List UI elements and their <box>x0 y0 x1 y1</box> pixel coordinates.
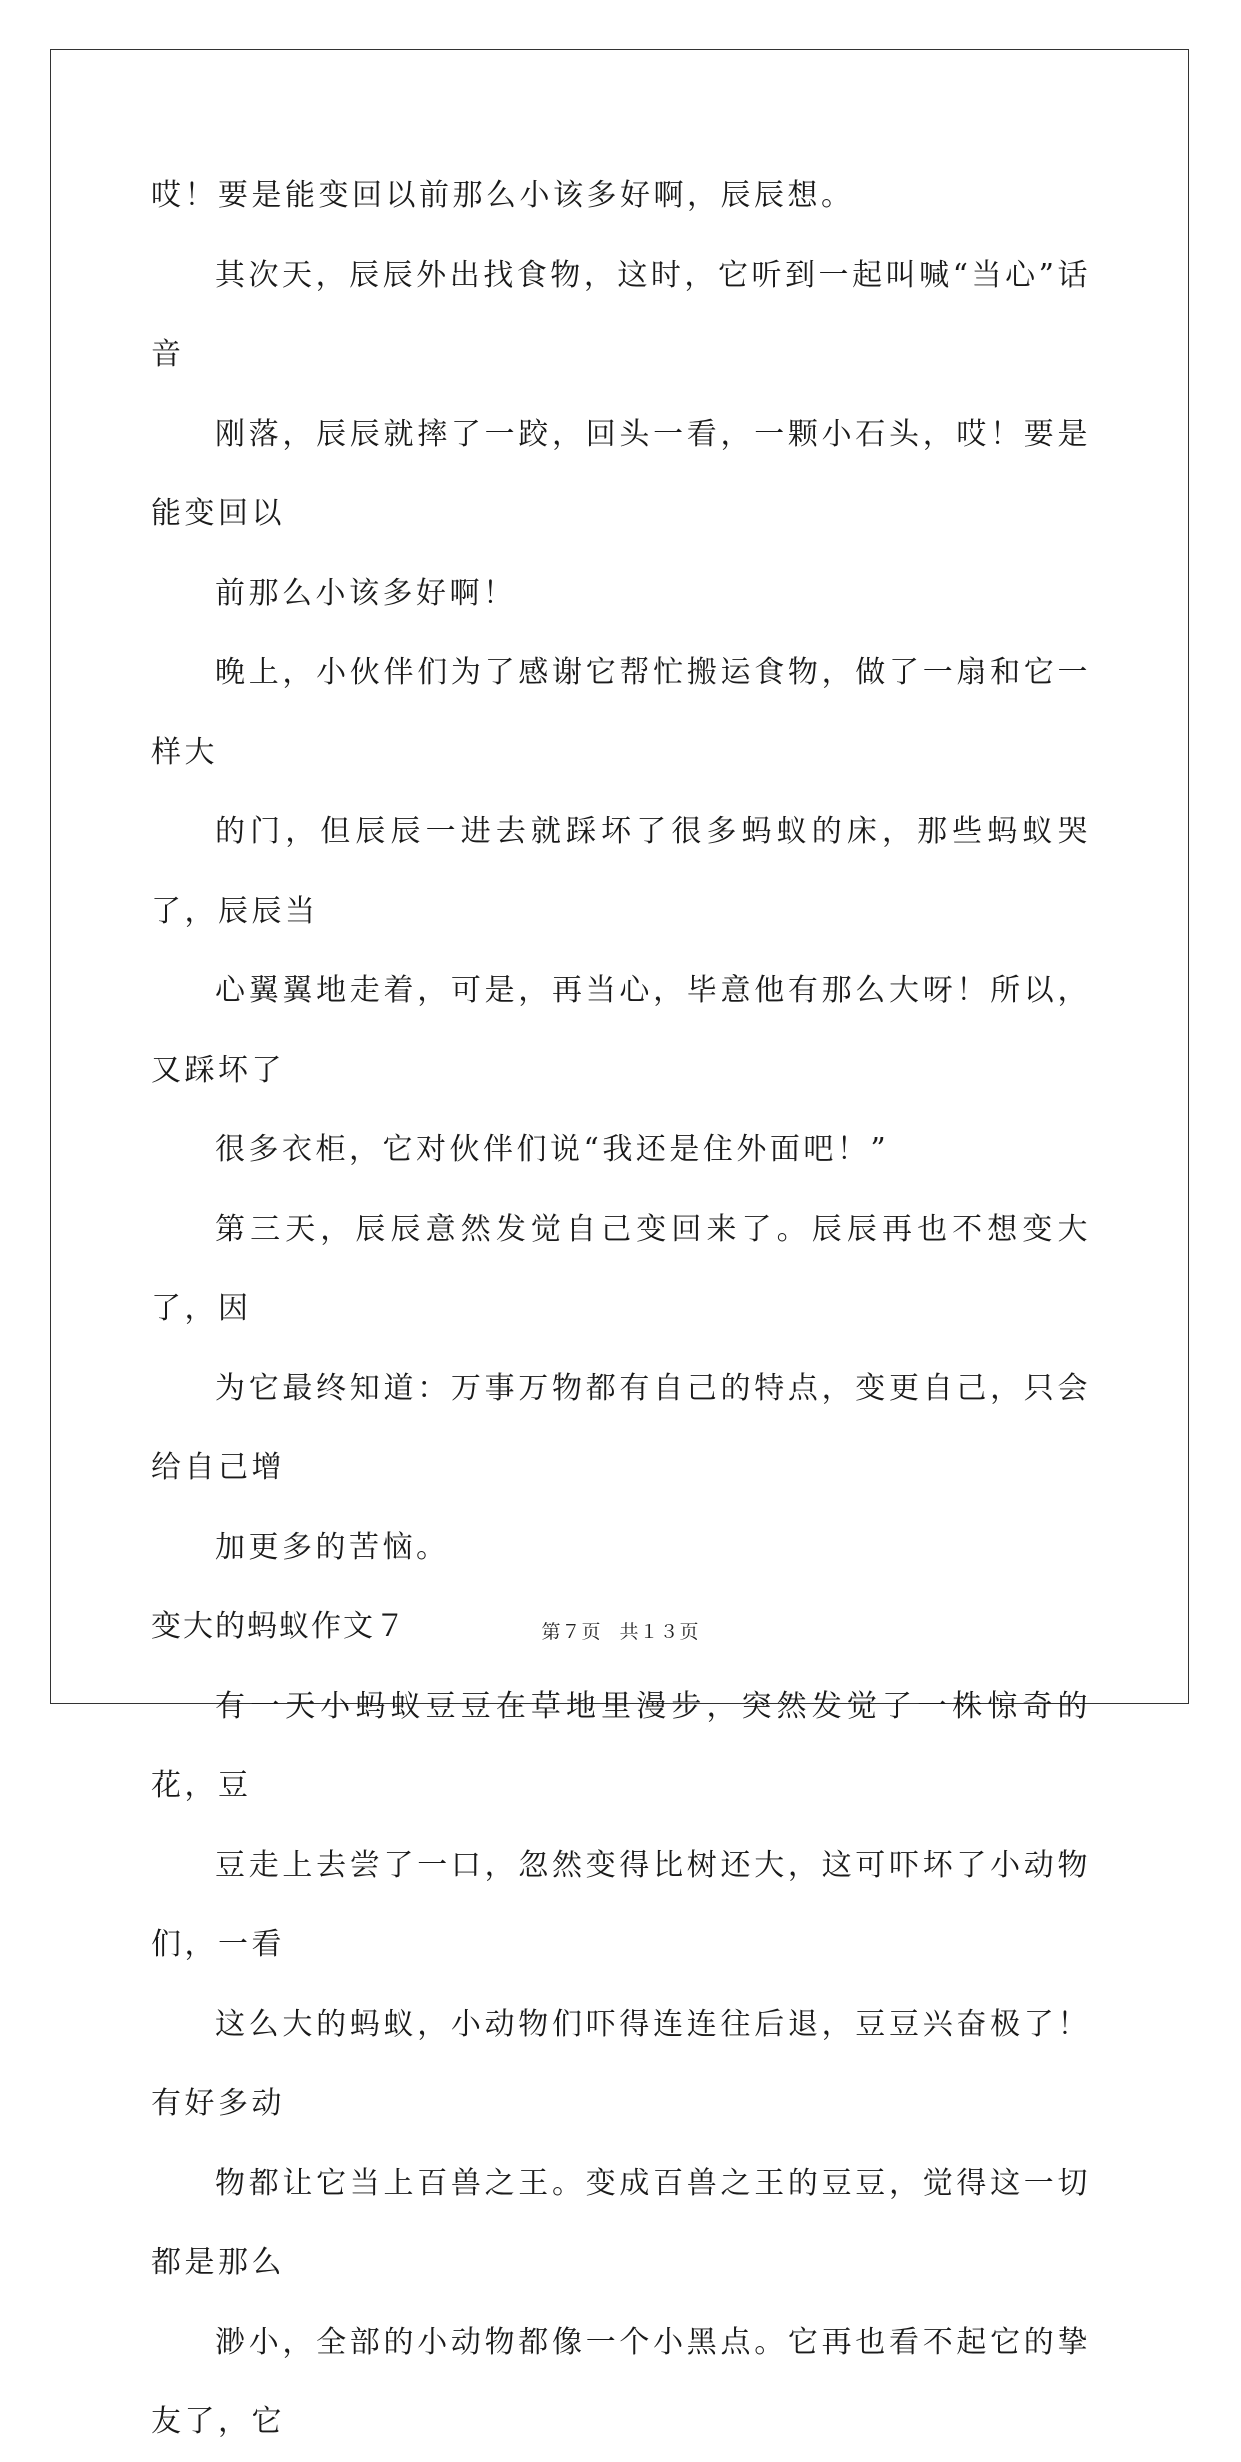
page-number: 第７页 <box>541 1621 602 1643</box>
paragraph-line: 刚落，辰辰就摔了一跤，回头一看，一颗小石头，哎！要是能变回以 <box>151 416 1091 531</box>
paragraph-line: 的门，但辰辰一进去就踩坏了很多蚂蚁的床，那些蚂蚁哭了，辰辰当 <box>151 814 1091 929</box>
paragraph-line: 为它最终知道：万事万物都有自己的特点，变更自己，只会给自己增 <box>151 1370 1091 1485</box>
paragraph <box>151 156 1091 236</box>
paragraph <box>151 1190 1091 1588</box>
paragraph-line: 第三天，辰辰意然发觉自己变回来了。辰辰再也不想变大了，因 <box>151 1211 1091 1326</box>
paragraph-line: 有一天小蚂蚁豆豆在草地里漫步，突然发觉了一株惊奇的花，豆 <box>151 1688 1091 1803</box>
paragraph <box>151 236 1091 634</box>
page-footer <box>0 1617 1241 1644</box>
paragraph-line: 物都让它当上百兽之王。变成百兽之王的豆豆，觉得这一切都是那么 <box>151 2165 1091 2280</box>
document-body <box>151 156 1091 2462</box>
paragraph-line: 渺小，全部的小动物都像一个小黑点。它再也看不起它的挚友了，它 <box>151 2324 1091 2439</box>
paragraph-line: 加更多的苦恼。 <box>215 1529 450 1565</box>
paragraph <box>151 633 1091 1190</box>
paragraph-line: 这么大的蚂蚁，小动物们吓得连连往后退，豆豆兴奋极了！有好多动 <box>151 2006 1091 2121</box>
paragraph-line: 豆走上去尝了一口，忽然变得比树还大，这可吓坏了小动物们，一看 <box>151 1847 1091 1962</box>
paragraph-line: 前那么小该多好啊！ <box>215 575 517 611</box>
heading-line: 变大的蚂蚁作文７ <box>151 1609 407 1644</box>
paragraph-line: 哎！要是能变回以前那么小该多好啊，辰辰想。 <box>151 178 855 213</box>
paragraph <box>151 1667 1091 2462</box>
paragraph-line: 晚上，小伙伴们为了感谢它帮忙搬运食物，做了一扇和它一样大 <box>151 655 1091 770</box>
paragraph-line: 其次天，辰辰外出找食物，这时，它听到一起叫喊“当心”话音 <box>151 257 1091 372</box>
paragraph-line: 心翼翼地走着，可是，再当心，毕意他有那么大呀！所以，又踩坏了 <box>151 973 1091 1088</box>
paragraph-line: 很多衣柜，它对伙伴们说“我还是住外面吧！” <box>215 1132 890 1167</box>
page-total: 共１３页 <box>619 1621 700 1643</box>
